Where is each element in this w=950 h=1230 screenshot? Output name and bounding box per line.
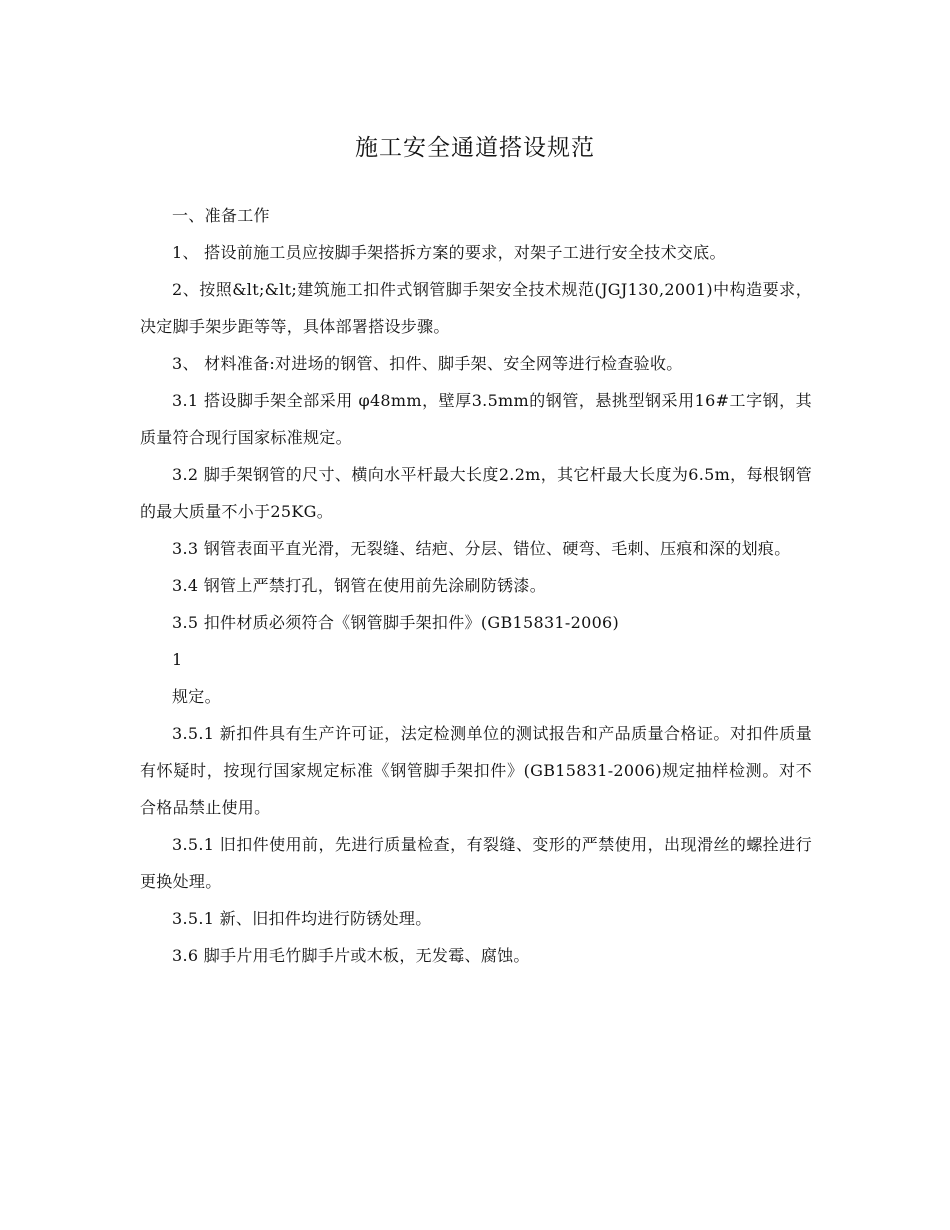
paragraph-item-3-5-1-new: 3.5.1 新扣件具有生产许可证，法定检测单位的测试报告和产品质量合格证。对扣件质量有怀疑时，按现行国家规定标准《钢管脚手架扣件》(GB15831-2006)规定抽样检测。对不合格品禁止使用。 <box>140 724 812 817</box>
paragraph-item-3-3: 3.3 钢管表面平直光滑，无裂缝、结疤、分层、错位、硬弯、毛刺、压痕和深的划痕。 <box>172 539 791 558</box>
paragraph-item-3-1: 3.1 搭设脚手架全部采用 φ48mm，壁厚3.5mm的钢管，悬挑型钢采用16#工字钢，其质量符合现行国家标准规定。 <box>140 391 812 447</box>
paragraph-item-3-6: 3.6 脚手片用毛竹脚手片或木板，无发霉、腐蚀。 <box>172 946 530 965</box>
paragraph-item-1: 1、 搭设前施工员应按脚手架搭拆方案的要求，对架子工进行安全技术交底。 <box>172 243 726 262</box>
paragraph-item-3-5-1-rust: 3.5.1 新、旧扣件均进行防锈处理。 <box>172 909 432 928</box>
section-heading-preparation: 一、准备工作 <box>172 206 270 225</box>
document-title: 施工安全通道搭设规范 <box>355 135 595 161</box>
paragraph-item-3-4: 3.4 钢管上严禁打孔，钢管在使用前先涂刷防锈漆。 <box>172 576 547 595</box>
page-number: 1 <box>172 650 183 669</box>
paragraph-item-2: 2、按照&lt;&lt;建筑施工扣件式钢管脚手架安全技术规范(JGJ130,2001)中构造要求，决定脚手架步距等等，具体部署搭设步骤。 <box>140 280 812 336</box>
paragraph-item-3: 3、 材料准备:对进场的钢管、扣件、脚手架、安全网等进行检查验收。 <box>172 354 683 373</box>
document-body <box>140 197 812 974</box>
paragraph-item-3-5: 3.5 扣件材质必须符合《钢管脚手架扣件》(GB15831-2006) <box>172 613 620 632</box>
paragraph-item-3-5-1-old: 3.5.1 旧扣件使用前，先进行质量检查，有裂缝、变形的严禁使用，出现滑丝的螺拴进行更换处理。 <box>140 835 812 891</box>
paragraph-item-3-2: 3.2 脚手架钢管的尺寸、横向水平杆最大长度2.2m，其它杆最大长度为6.5m，每根钢管的最大质量不小于25KG。 <box>140 465 812 521</box>
paragraph-continuation: 规定。 <box>172 687 221 706</box>
